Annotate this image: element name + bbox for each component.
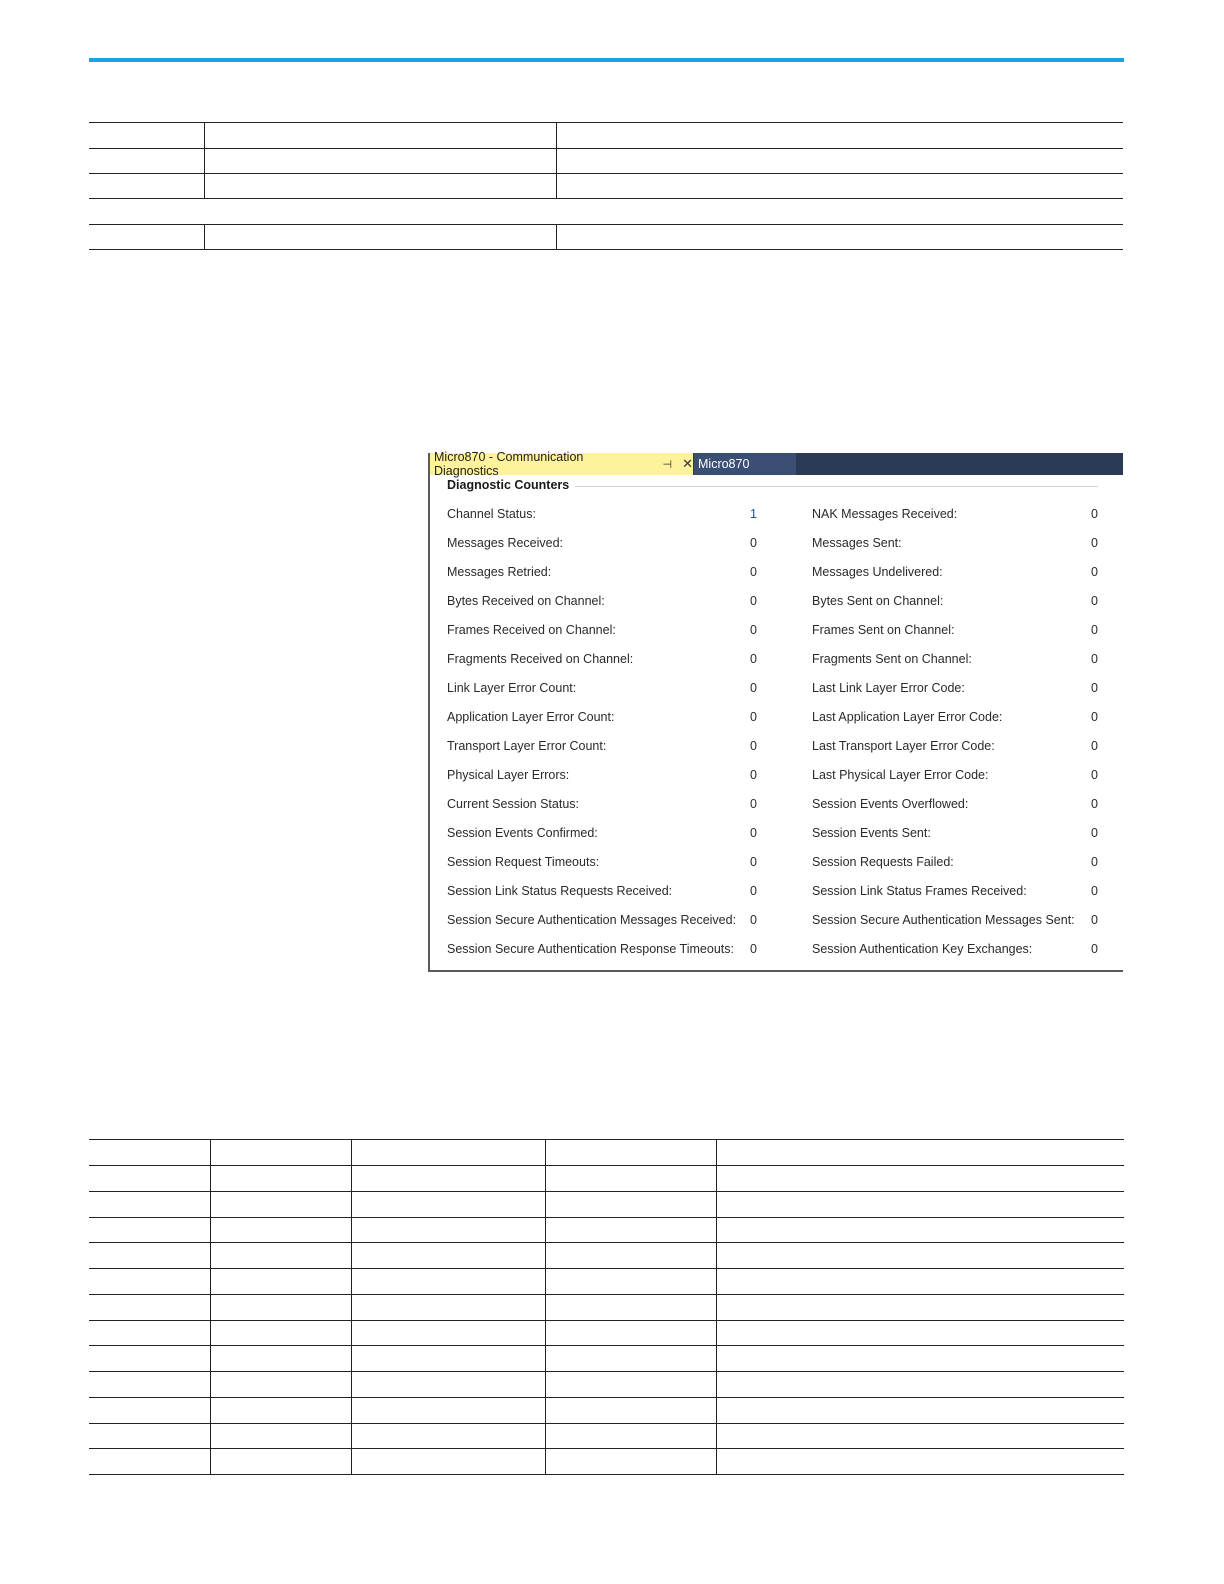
counter-label: Frames Sent on Channel: [812,623,955,637]
table-row [89,1140,1124,1166]
header-rule [89,58,1124,62]
table-cell [89,1243,210,1269]
counter-value: 0 [750,826,757,840]
table-cell [716,1269,1124,1295]
counter-value: 0 [1091,884,1098,898]
counter-label: Application Layer Error Count: [447,710,615,724]
table-row [89,174,1123,199]
table-cell [716,1320,1124,1346]
table-cell [351,1191,545,1217]
counter-value: 0 [1091,536,1098,550]
table-row [89,1320,1124,1346]
table-row [89,199,1123,225]
counter-label: Bytes Received on Channel: [447,594,605,608]
counter-value: 0 [750,536,757,550]
counter-value: 0 [750,594,757,608]
group-title: Diagnostic Counters [447,478,570,492]
table-cell [351,1243,545,1269]
table-cell [716,1449,1124,1475]
table-cell [210,1191,351,1217]
table-cell [545,1320,716,1346]
table-cell [545,1294,716,1320]
counter-value: 0 [1091,565,1098,579]
table-row [89,1423,1124,1449]
counter-label: Session Link Status Frames Received: [812,884,1027,898]
table-cell [545,1397,716,1423]
table-cell [351,1320,545,1346]
tab-micro870[interactable] [694,453,796,475]
table-row [89,1346,1124,1372]
table-row [89,1166,1124,1192]
counter-label: Current Session Status: [447,797,580,811]
counter-value: 0 [750,623,757,637]
table-cell [89,1166,210,1192]
table-cell [210,1397,351,1423]
table-row [89,1372,1124,1398]
table-cell [210,1166,351,1192]
table-row [89,1397,1124,1423]
table-cell [716,1294,1124,1320]
table-cell [716,1372,1124,1398]
table-cell [89,1372,210,1398]
counter-row [447,536,1107,556]
table-cell [89,1320,210,1346]
counter-row [447,507,1107,527]
counter-row [447,594,1107,614]
table-cell [210,1243,351,1269]
counter-label: Session Secure Authentication Response Timeouts: [447,942,734,956]
counter-row [447,942,1107,962]
table-cell [351,1166,545,1192]
table-row [89,225,1123,250]
table-cell [545,1449,716,1475]
counter-label: Session Events Confirmed: [447,826,598,840]
counter-value: 0 [1091,942,1098,956]
counter-value: 0 [1091,739,1098,753]
counter-row [447,565,1107,585]
counter-label: Session Secure Authentication Messages Sent: [812,913,1075,927]
table-cell [716,1166,1124,1192]
counter-value: 1 [750,507,757,521]
counter-value: 0 [750,681,757,695]
table-cell [210,1217,351,1243]
table-cell [351,1372,545,1398]
table-cell [545,1243,716,1269]
table-cell [716,1140,1124,1166]
counter-value: 0 [1091,797,1098,811]
counter-value: 0 [1091,681,1098,695]
counter-value: 0 [750,855,757,869]
counter-label: Session Events Sent: [812,826,931,840]
table-cell [89,1217,210,1243]
counter-value: 0 [750,565,757,579]
counter-label: Last Link Layer Error Code: [812,681,965,695]
counter-label: Session Link Status Requests Received: [447,884,673,898]
counter-label: Fragments Received on Channel: [447,652,634,666]
table-cell [545,1269,716,1295]
table-cell [545,1191,716,1217]
table-cell [89,1423,210,1449]
table-cell [89,1449,210,1475]
counter-row [447,768,1107,788]
table-cell [210,1140,351,1166]
counter-value: 0 [750,884,757,898]
counter-value: 0 [1091,855,1098,869]
counter-row [447,623,1107,643]
counter-row [447,797,1107,817]
table-cell [210,1372,351,1398]
group-divider [575,486,1098,487]
counter-value: 0 [750,739,757,753]
close-icon[interactable]: ✕ [682,456,693,471]
tab-label: Micro870 - Communication Diagnostics [434,450,584,478]
table-cell [716,1243,1124,1269]
counter-row [447,913,1107,933]
table-cell [210,1320,351,1346]
table-row [89,1243,1124,1269]
counter-label: Messages Received: [447,536,564,550]
counter-value: 0 [750,942,757,956]
counter-row [447,884,1107,904]
table-row [89,1269,1124,1295]
tab-bar [430,450,1123,478]
counter-value: 0 [1091,623,1098,637]
counter-label: Bytes Sent on Channel: [812,594,944,608]
table-cell [210,1346,351,1372]
table-cell [89,1397,210,1423]
tab-label: Micro870 [698,457,750,471]
table-cell [351,1423,545,1449]
table-cell [716,1346,1124,1372]
table-row [89,1217,1124,1243]
counter-label: Session Secure Authentication Messages Received: [447,913,737,927]
table-cell [89,1346,210,1372]
counter-value: 0 [1091,652,1098,666]
table-cell [89,1269,210,1295]
counter-label: Last Transport Layer Error Code: [812,739,995,753]
counter-label: Messages Undelivered: [812,565,943,579]
top-table [89,122,1123,250]
counter-value: 0 [750,768,757,782]
counter-row [447,681,1107,701]
counter-label: Session Request Timeouts: [447,855,600,869]
counter-label: Link Layer Error Count: [447,681,577,695]
counter-value: 0 [750,913,757,927]
table-cell [545,1166,716,1192]
table-row [89,1191,1124,1217]
counter-value: 0 [1091,594,1098,608]
table-cell [351,1449,545,1475]
counter-label: Last Physical Layer Error Code: [812,768,989,782]
table-cell [351,1397,545,1423]
counter-value: 0 [1091,913,1098,927]
counter-label: Messages Sent: [812,536,902,550]
table-cell [89,1294,210,1320]
counter-row [447,826,1107,846]
table-cell [545,1217,716,1243]
table-cell [89,1191,210,1217]
counter-label: Last Application Layer Error Code: [812,710,1003,724]
table-row [89,1449,1124,1475]
counter-row [447,710,1107,730]
table-cell [210,1269,351,1295]
counter-value: 0 [750,710,757,724]
table-cell [716,1423,1124,1449]
counter-label: Session Events Overflowed: [812,797,969,811]
counter-row [447,855,1107,875]
counter-value: 0 [1091,826,1098,840]
table-cell [210,1294,351,1320]
bottom-table [89,1139,1124,1475]
counter-value: 0 [750,797,757,811]
table-row [89,1294,1124,1320]
table-row [89,149,1123,174]
table-cell [545,1140,716,1166]
counter-value: 0 [1091,507,1098,521]
counter-value: 0 [1091,710,1098,724]
counter-value: 0 [750,652,757,666]
table-cell [351,1269,545,1295]
counter-label: NAK Messages Received: [812,507,958,521]
pin-icon[interactable]: ⊣ [662,458,673,471]
counter-label: Transport Layer Error Count: [447,739,607,753]
counter-label: Session Authentication Key Exchanges: [812,942,1033,956]
communication-diagnostics-window [428,450,1123,972]
counter-label: Physical Layer Errors: [447,768,570,782]
table-cell [545,1423,716,1449]
table-cell [89,1140,210,1166]
table-cell [716,1191,1124,1217]
table-cell [351,1140,545,1166]
counter-row [447,652,1107,672]
table-cell [210,1423,351,1449]
tab-communication-diagnostics[interactable] [430,450,693,478]
counter-label: Fragments Sent on Channel: [812,652,972,666]
table-row [89,123,1123,149]
table-cell [545,1346,716,1372]
table-cell [351,1346,545,1372]
table-cell [716,1217,1124,1243]
table-cell [210,1449,351,1475]
counter-value: 0 [1091,768,1098,782]
counter-label: Session Requests Failed: [812,855,954,869]
counter-label: Channel Status: [447,507,536,521]
table-cell [351,1294,545,1320]
counter-row [447,739,1107,759]
counter-label: Messages Retried: [447,565,552,579]
counter-label: Frames Received on Channel: [447,623,616,637]
table-cell [716,1397,1124,1423]
table-cell [545,1372,716,1398]
table-cell [351,1217,545,1243]
